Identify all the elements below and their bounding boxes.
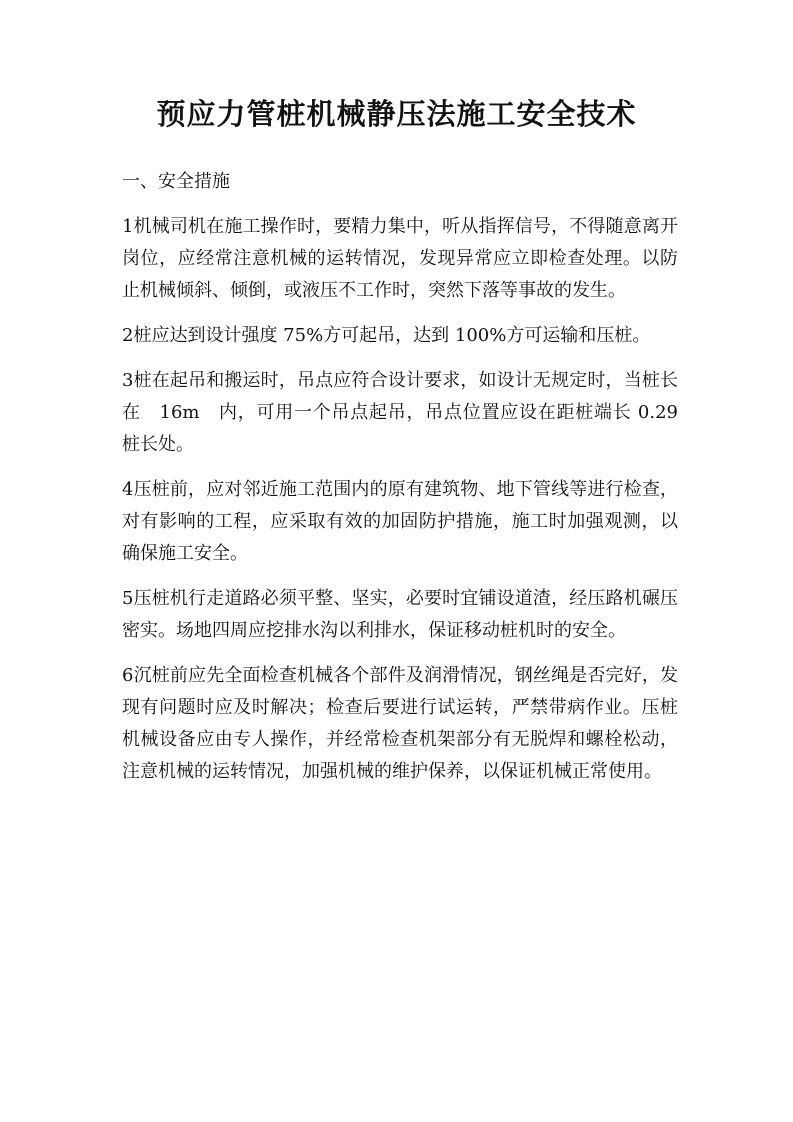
document-title: 预应力管桩机械静压法施工安全技术 <box>156 97 637 131</box>
paragraph-3: 3桩在起吊和搬运时，吊点应符合设计要求，如设计无规定时，当桩长在 16m 内，可用一个吊点起吊，吊点位置应设在距桩端长 0.29 桩长处。 <box>122 370 678 455</box>
paragraph-5: 5压桩机行走道路必须平整、坚实，必要时宜铺设道渣，经压路机碾压密实。场地四周应挖排水沟以利排水，保证移动桩机时的安全。 <box>122 588 678 641</box>
paragraph-1: 1机械司机在施工操作时，要精力集中，听从指挥信号，不得随意离开岗位，应经常注意机械的运转情况，发现异常应立即检查处理。以防止机械倾斜、倾倒，或液压不工作时，突然下落等事故的发生。 <box>122 216 678 301</box>
paragraph-list <box>122 211 678 801</box>
section-heading: 一、安全措施 <box>122 171 230 192</box>
paragraph-6: 6沉桩前应先全面检查机械各个部件及润滑情况，钢丝绳是否完好，发现有问题时应及时解决；检查后要进行试运转，严禁带病作业。压桩机械设备应由专人操作，并经常检查机架部分有无脱焊和螺栓松动，注意机械的运转情况，加强机械的维护保养，以保证机械正常使用。 <box>122 665 678 782</box>
paragraph-2: 2桩应达到设计强度 75%方可起吊，达到 100%方可运输和压桩。 <box>122 325 651 346</box>
paragraph-4: 4压桩前，应对邻近施工范围内的原有建筑物、地下管线等进行检查，对有影响的工程，应采取有效的加固防护措施，施工时加强观测，以确保施工安全。 <box>122 479 678 564</box>
